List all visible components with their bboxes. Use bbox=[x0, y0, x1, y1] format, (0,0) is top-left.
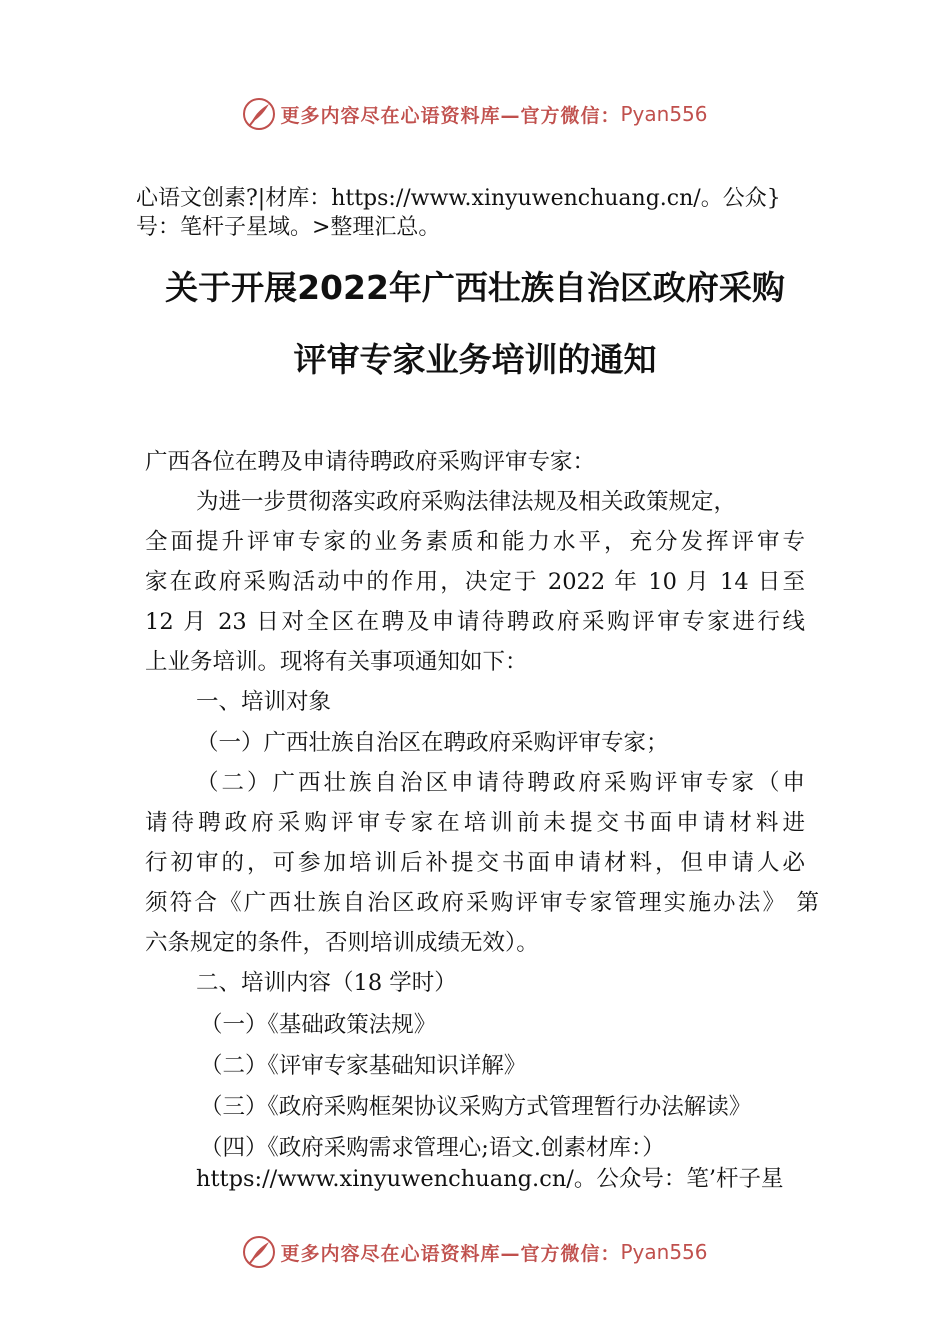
list-item: （一）《基础政策法规》 bbox=[200, 1012, 437, 1038]
list-item: 行初审的，可参加培训后补提交书面申请材料，但申请人必 bbox=[145, 850, 805, 876]
list-item: （三）《政府采购框架协议采购方式管理暂行办法解读》 bbox=[200, 1094, 752, 1120]
section-heading: 一、培训对象 bbox=[196, 689, 332, 715]
source-note-line: 心语文创素?|材库：https://www.xinyuwenchuang.cn/。公众} bbox=[136, 186, 781, 211]
source-note-line: 号：笔杆子星域。>整理汇总。 bbox=[136, 215, 441, 240]
banner-text: 更多内容尽在心语资料库—官方微信： bbox=[280, 1242, 621, 1265]
quill-logo-icon bbox=[242, 97, 276, 131]
intro-line: 12 月 23 日对全区在聘及申请待聘政府采购评审专家进行线 bbox=[145, 609, 805, 635]
document-title-line-1: 关于开展2022年广西壮族自治区政府采购 bbox=[165, 268, 785, 307]
top-banner bbox=[0, 94, 950, 134]
list-item: （四）《政府采购需求管理心;语文.创素材库：） bbox=[200, 1135, 665, 1161]
list-item: 请待聘政府采购评审专家在培训前未提交书面申请材料进 bbox=[145, 810, 805, 836]
intro-line: 上业务培训。现将有关事项通知如下： bbox=[145, 649, 528, 675]
salutation: 广西各位在聘及申请待聘政府采购评审专家： bbox=[145, 449, 596, 475]
bottom-banner bbox=[0, 1232, 950, 1272]
document-title-line-2: 评审专家业务培训的通知 bbox=[293, 340, 657, 379]
banner-wechat: Pyan556 bbox=[620, 1240, 708, 1264]
trailing-note: https://www.xinyuwenchuang.cn/。公众号：笔’杆子星 bbox=[196, 1166, 784, 1192]
list-item: （一）广西壮族自治区在聘政府采购评审专家； bbox=[196, 730, 669, 756]
list-item: （二）《评审专家基础知识详解》 bbox=[200, 1053, 527, 1079]
banner-text: 更多内容尽在心语资料库—官方微信： bbox=[280, 104, 621, 127]
section-heading: 二、培训内容（18 学时） bbox=[196, 970, 457, 996]
list-item: （二）广西壮族自治区申请待聘政府采购评审专家（申 bbox=[196, 770, 805, 796]
quill-logo-icon bbox=[242, 1235, 276, 1269]
intro-line: 家在政府采购活动中的作用，决定于 2022 年 10 月 14 日至 bbox=[145, 569, 805, 595]
source-note bbox=[136, 184, 836, 242]
intro-line: 为进一步贯彻落实政府采购法律法规及相关政策规定， bbox=[196, 489, 737, 515]
banner-wechat: Pyan556 bbox=[620, 102, 708, 126]
intro-line: 全面提升评审专家的业务素质和能力水平，充分发挥评审专 bbox=[145, 529, 805, 555]
list-item: 六条规定的条件，否则培训成绩无效）。 bbox=[145, 930, 539, 956]
list-item: 须符合《广西壮族自治区政府采购评审专家管理实施办法》 第 bbox=[145, 890, 819, 916]
